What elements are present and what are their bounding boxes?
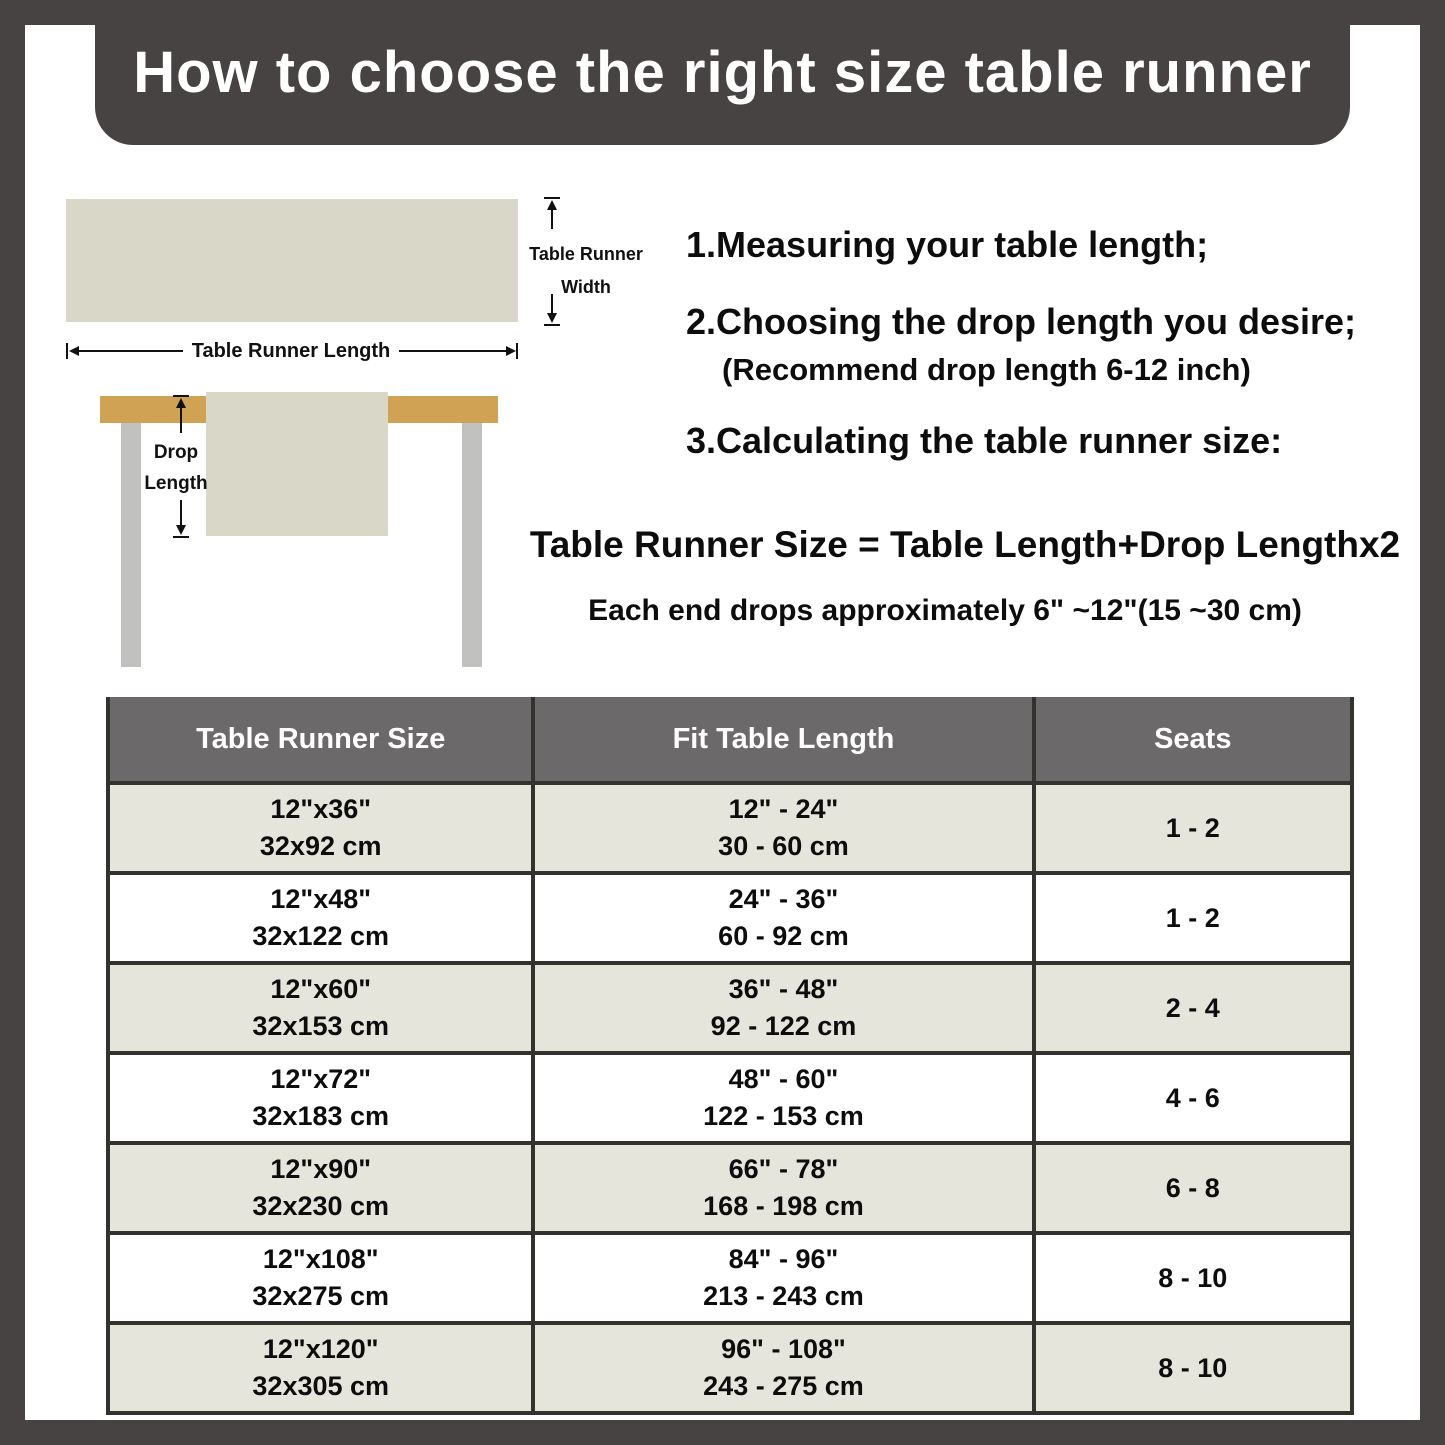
width-dimension-label — [518, 238, 654, 304]
table-runner-rectangle — [66, 199, 518, 322]
hanging-runner — [206, 392, 388, 536]
cell-fit-length: 48" - 60" 122 - 153 cm — [533, 1053, 1033, 1143]
cell-runner-size: 12"x48" 32x122 cm — [108, 873, 533, 963]
table-row — [108, 963, 1352, 1053]
length-arrow-left-cap — [66, 343, 68, 359]
table-row — [108, 783, 1352, 873]
table-row — [108, 1053, 1352, 1143]
cell-fit-length: 96" - 108" 243 - 275 cm — [533, 1323, 1033, 1413]
width-arrow-top-line — [551, 209, 553, 229]
frame-bottom — [0, 1420, 1445, 1445]
length-arrow-right-line — [399, 350, 507, 352]
cell-seats: 6 - 8 — [1034, 1143, 1352, 1233]
cell-runner-size: 12"x60" 32x153 cm — [108, 963, 533, 1053]
table-row — [108, 1323, 1352, 1413]
width-arrow-top-cap — [544, 197, 560, 199]
cell-fit-length: 84" - 96" 213 - 243 cm — [533, 1233, 1033, 1323]
frame-right — [1420, 0, 1445, 1445]
cell-runner-size: 12"x72" 32x183 cm — [108, 1053, 533, 1143]
step-2: 2.Choosing the drop length you desire; — [686, 301, 1357, 342]
cell-fit-length: 36" - 48" 92 - 122 cm — [533, 963, 1033, 1053]
table-row — [108, 1143, 1352, 1233]
drop-arrow-bottom-line — [180, 500, 182, 526]
cell-fit-length: 12" - 24" 30 - 60 cm — [533, 783, 1033, 873]
cell-runner-size: 12"x120" 32x305 cm — [108, 1323, 533, 1413]
width-label-line2: Width — [561, 277, 611, 297]
size-chart-table — [106, 697, 1354, 1415]
length-arrow-left-line — [78, 350, 185, 352]
cell-seats: 1 - 2 — [1034, 873, 1352, 963]
drop-label-line2: Length — [144, 473, 208, 494]
length-dimension-label: Table Runner Length — [183, 340, 399, 363]
length-arrow-right-cap — [516, 343, 518, 359]
drop-arrow-top-line — [180, 407, 182, 433]
table-row — [108, 1233, 1352, 1323]
cell-seats: 2 - 4 — [1034, 963, 1352, 1053]
width-arrow-bottom-cap — [544, 324, 560, 326]
drop-dimension-label — [128, 437, 224, 499]
table-row — [108, 873, 1352, 963]
width-arrow-down-head — [547, 313, 557, 323]
drop-label-line1: Drop — [153, 442, 199, 463]
drop-arrow-top-cap — [173, 395, 189, 397]
cell-seats: 1 - 2 — [1034, 783, 1352, 873]
cell-seats: 8 - 10 — [1034, 1233, 1352, 1323]
drop-arrow-bottom-cap — [173, 536, 189, 538]
step-1: 1.Measuring your table length; — [686, 224, 1209, 265]
page-title: How to choose the right size table runner — [133, 40, 1312, 105]
cell-seats: 4 - 6 — [1034, 1053, 1352, 1143]
table-leg-right — [462, 423, 482, 667]
col-header-runner-size: Table Runner Size — [108, 697, 533, 783]
table-header-row — [108, 697, 1352, 783]
col-header-seats: Seats — [1034, 697, 1352, 783]
cell-seats: 8 - 10 — [1034, 1323, 1352, 1413]
cell-runner-size: 12"x90" 32x230 cm — [108, 1143, 533, 1233]
title-banner — [95, 0, 1350, 145]
cell-fit-length: 24" - 36" 60 - 92 cm — [533, 873, 1033, 963]
frame-left — [0, 0, 25, 1445]
cell-runner-size: 12"x36" 32x92 cm — [108, 783, 533, 873]
drop-arrow-down-head — [176, 525, 186, 535]
size-formula: Table Runner Size = Table Length+Drop Lengthx2 — [529, 524, 1401, 565]
drop-range-note: Each end drops approximately 6" ~12"(15 ~30 cm) — [588, 594, 1302, 627]
width-label-line1: Table Runner — [529, 244, 643, 264]
length-arrow-right-head — [506, 346, 516, 356]
cell-fit-length: 66" - 78" 168 - 198 cm — [533, 1143, 1033, 1233]
step-2-note: (Recommend drop length 6-12 inch) — [722, 352, 1251, 387]
cell-runner-size: 12"x108" 32x275 cm — [108, 1233, 533, 1323]
step-3: 3.Calculating the table runner size: — [686, 420, 1283, 461]
col-header-fit-length: Fit Table Length — [533, 697, 1033, 783]
